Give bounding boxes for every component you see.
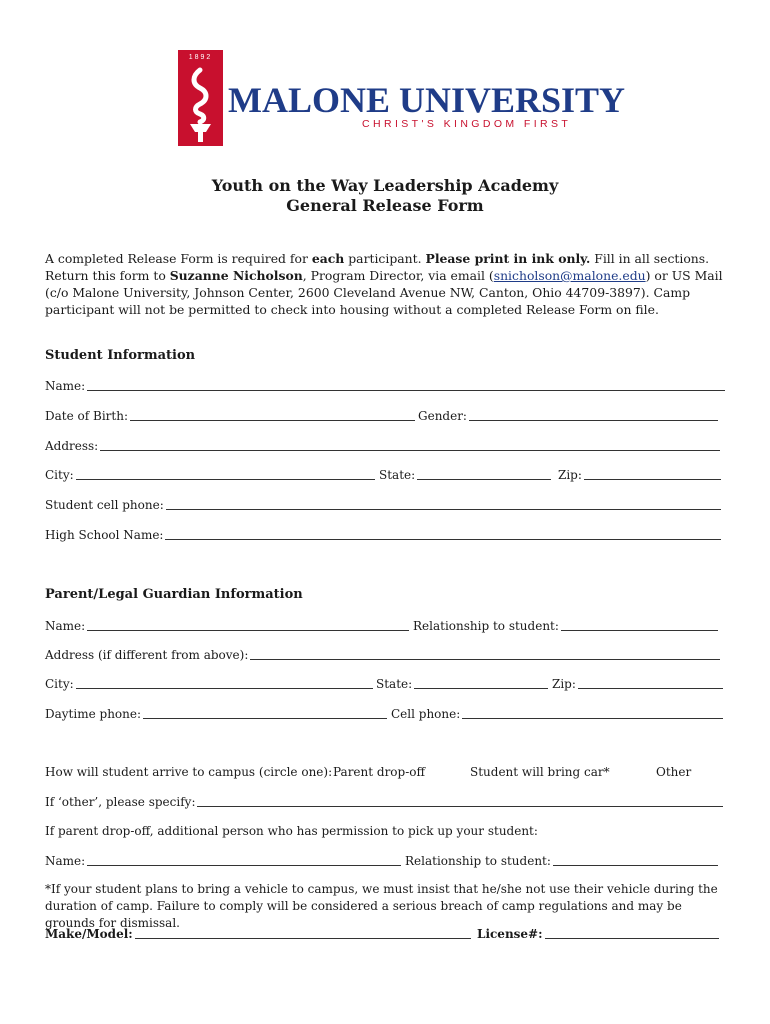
pickup-prompt: If parent drop-off, additional person who has permission to pick up your student: bbox=[45, 824, 538, 838]
guardian-address-row bbox=[45, 647, 725, 663]
field-label: Cell phone: bbox=[391, 707, 461, 721]
intro-text: participant. bbox=[344, 251, 426, 266]
vehicle-row bbox=[45, 926, 725, 942]
logo-tagline: CHRIST'S KINGDOM FIRST bbox=[362, 118, 572, 130]
guardian-phone-row bbox=[45, 706, 725, 722]
pickup-prompt-row bbox=[45, 823, 725, 839]
guardian-name-row bbox=[45, 618, 725, 634]
logo-wordmark: MALONE UNIVERSITY bbox=[228, 80, 626, 120]
fill-line[interactable] bbox=[76, 467, 375, 480]
instructions-paragraph bbox=[45, 250, 735, 318]
guardian-relationship-field[interactable] bbox=[413, 618, 718, 634]
student-dob-field[interactable] bbox=[45, 408, 415, 424]
guardian-name-field[interactable] bbox=[45, 618, 409, 634]
intro-text: , Program Director, via email ( bbox=[302, 268, 494, 283]
student-state-field[interactable] bbox=[379, 467, 551, 483]
fill-line[interactable] bbox=[469, 408, 718, 421]
field-label: License#: bbox=[477, 927, 543, 941]
fill-line[interactable] bbox=[135, 926, 471, 939]
student-address-field[interactable] bbox=[45, 438, 720, 454]
field-label: Name: bbox=[45, 619, 86, 633]
intro-bold-each: each bbox=[311, 251, 345, 266]
fill-line[interactable] bbox=[166, 497, 721, 510]
fill-line[interactable] bbox=[584, 467, 721, 480]
field-label: City: bbox=[45, 468, 74, 482]
intro-bold-contact: Suzanne Nicholson bbox=[169, 268, 303, 283]
fill-line[interactable] bbox=[553, 853, 718, 866]
license-field[interactable] bbox=[477, 926, 719, 942]
student-dob-row bbox=[45, 408, 725, 424]
fill-line[interactable] bbox=[143, 706, 387, 719]
field-label: City: bbox=[45, 677, 74, 691]
pickup-person-row bbox=[45, 853, 725, 869]
fill-line[interactable] bbox=[100, 438, 720, 451]
malone-university-logo bbox=[178, 50, 626, 150]
arrival-option-bring-car[interactable]: Student will bring car* bbox=[470, 765, 610, 779]
field-label: Daytime phone: bbox=[45, 707, 142, 721]
student-cell-field[interactable] bbox=[45, 497, 721, 513]
fill-line[interactable] bbox=[561, 618, 718, 631]
field-label: Address: bbox=[45, 439, 99, 453]
field-label: High School Name: bbox=[45, 528, 164, 542]
field-label: If ‘other’, please specify: bbox=[45, 795, 196, 809]
field-label: Gender: bbox=[418, 409, 467, 423]
guardian-cell-phone-field[interactable] bbox=[391, 706, 723, 722]
field-label: Make/Model: bbox=[45, 927, 133, 941]
field-label: Relationship to student: bbox=[413, 619, 559, 633]
student-city-row bbox=[45, 467, 725, 483]
guardian-address-field[interactable] bbox=[45, 647, 720, 663]
guardian-city-row bbox=[45, 676, 725, 692]
fill-line[interactable] bbox=[545, 926, 719, 939]
field-label: Zip: bbox=[552, 677, 576, 691]
field-label: Date of Birth: bbox=[45, 409, 128, 423]
field-label: Name: bbox=[45, 854, 86, 868]
torch-seal-icon bbox=[178, 50, 223, 146]
guardian-daytime-phone-field[interactable] bbox=[45, 706, 387, 722]
fill-line[interactable] bbox=[165, 527, 721, 540]
other-specify-field[interactable] bbox=[45, 794, 723, 810]
fill-line[interactable] bbox=[130, 408, 415, 421]
field-label: Relationship to student: bbox=[405, 854, 551, 868]
fill-line[interactable] bbox=[414, 676, 548, 689]
fill-line[interactable] bbox=[578, 676, 723, 689]
guardian-state-field[interactable] bbox=[376, 676, 548, 692]
arrival-question-row bbox=[45, 764, 725, 780]
form-title: Youth on the Way Leadership Academy bbox=[211, 176, 559, 195]
arrival-question: How will student arrive to campus (circle one): bbox=[45, 765, 333, 779]
intro-text: A completed Release Form is required for bbox=[45, 251, 312, 266]
make-model-field[interactable] bbox=[45, 926, 471, 942]
field-label: Name: bbox=[45, 379, 86, 393]
student-school-row bbox=[45, 527, 725, 543]
logo-year: 1892 bbox=[188, 54, 213, 61]
student-city-field[interactable] bbox=[45, 467, 375, 483]
intro-text: ) or US Mail (c/o Malone University, Johnson Center, 2600 Cleveland Avenue NW, Canton, Ohio 44709-3897). Camp participant will not be permitted to check into housing without a completed Release Form on file. bbox=[45, 268, 723, 317]
field-label: State: bbox=[379, 468, 416, 482]
field-label: Student cell phone: bbox=[45, 498, 164, 512]
fill-line[interactable] bbox=[417, 467, 551, 480]
student-info-heading: Student Information bbox=[45, 348, 196, 363]
vehicle-note: *If your student plans to bring a vehicle to campus, we must insist that he/she not use their vehicle during the duration of camp. Failure to comply will be considered a serious breach of camp regulations and may be grounds for dismissal. bbox=[45, 882, 718, 930]
fill-line[interactable] bbox=[87, 618, 409, 631]
fill-line[interactable] bbox=[197, 794, 723, 807]
student-cell-row bbox=[45, 497, 725, 513]
fill-line[interactable] bbox=[87, 853, 401, 866]
student-name-row bbox=[45, 378, 725, 394]
guardian-zip-field[interactable] bbox=[552, 676, 723, 692]
arrival-option-parent-dropoff[interactable]: Parent drop-off bbox=[333, 765, 426, 779]
student-gender-field[interactable] bbox=[418, 408, 718, 424]
guardian-city-field[interactable] bbox=[45, 676, 373, 692]
form-subtitle: General Release Form bbox=[286, 196, 484, 215]
field-label: Zip: bbox=[558, 468, 582, 482]
student-zip-field[interactable] bbox=[558, 467, 721, 483]
pickup-relationship-field[interactable] bbox=[405, 853, 718, 869]
email-link[interactable]: snicholson@malone.edu bbox=[493, 268, 646, 283]
student-school-field[interactable] bbox=[45, 527, 721, 543]
pickup-name-field[interactable] bbox=[45, 853, 401, 869]
fill-line[interactable] bbox=[462, 706, 723, 719]
fill-line[interactable] bbox=[250, 647, 720, 660]
guardian-info-heading: Parent/Legal Guardian Information bbox=[45, 587, 303, 602]
arrival-option-other[interactable]: Other bbox=[656, 765, 692, 779]
student-address-row bbox=[45, 438, 725, 454]
fill-line[interactable] bbox=[87, 378, 725, 391]
intro-bold-print: Please print in ink only. bbox=[425, 251, 591, 266]
other-specify-row bbox=[45, 794, 725, 810]
field-label: State: bbox=[376, 677, 413, 691]
fill-line[interactable] bbox=[76, 676, 373, 689]
field-label: Address (if different from above): bbox=[45, 648, 249, 662]
student-name-field[interactable] bbox=[45, 378, 725, 394]
intro-text: Fill in all sections. Return this form to bbox=[45, 251, 710, 283]
